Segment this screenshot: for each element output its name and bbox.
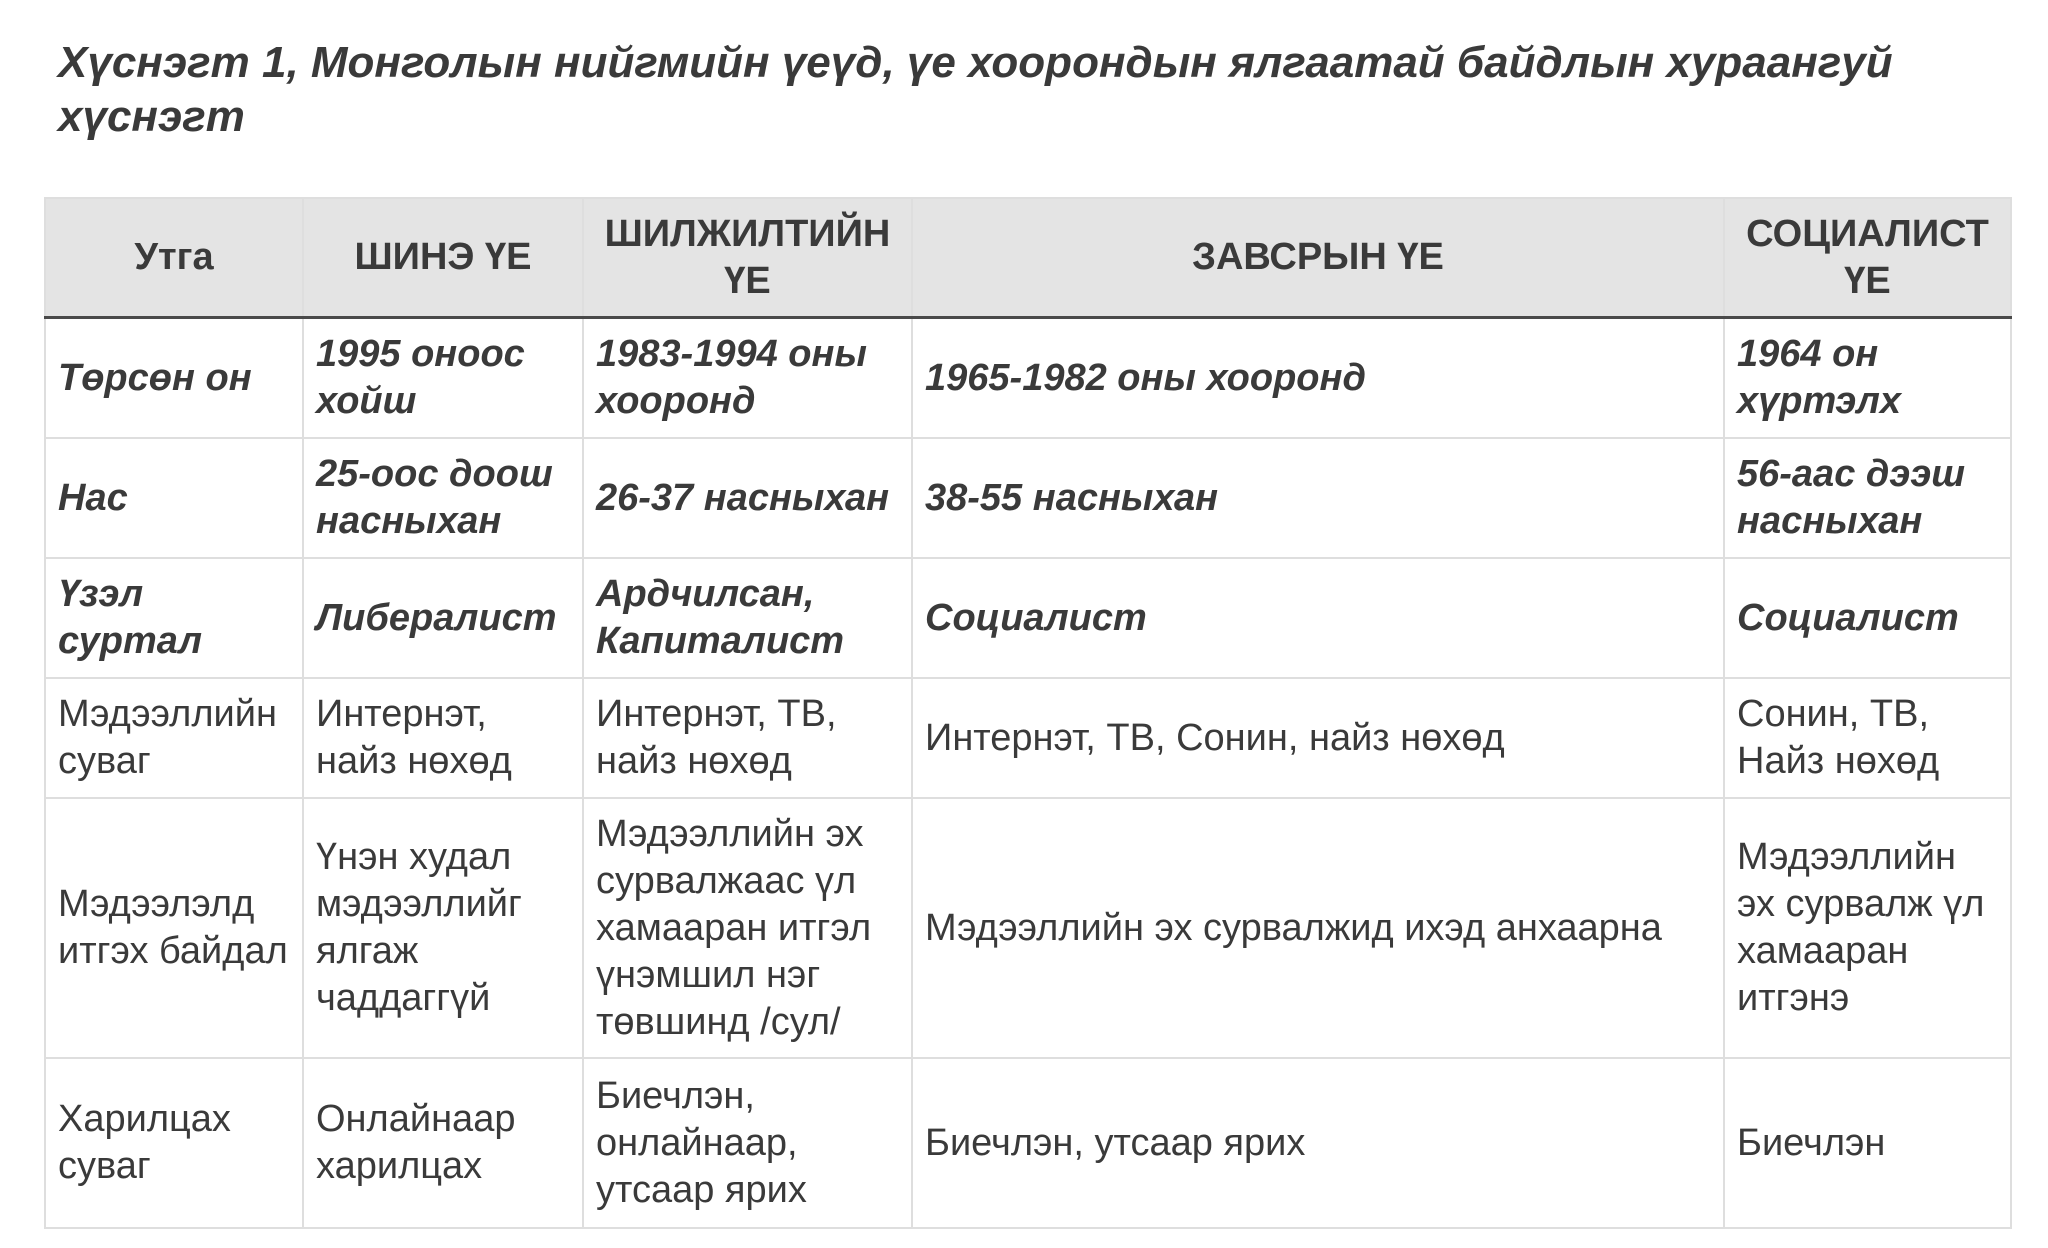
row-label: Мэдээллийн суваг: [45, 678, 303, 798]
row-label: Төрсөн он: [45, 318, 303, 439]
row-label: Үзэл суртал: [45, 558, 303, 678]
table-cell: 1965-1982 оны хооронд: [912, 318, 1724, 439]
table-cell: Социалист: [912, 558, 1724, 678]
table-cell: Онлайнаар харилцах: [303, 1058, 583, 1228]
table-cell: 1983-1994 оны хооронд: [583, 318, 912, 439]
table-row: [45, 678, 2011, 798]
header-cell-socialist-generation: СОЦИАЛИСТ ҮЕ: [1724, 198, 2011, 318]
table-cell: Ардчилсан, Капиталист: [583, 558, 912, 678]
table-cell: Мэдээллийн эх сурвалж үл хамааран итгэнэ: [1724, 798, 2011, 1058]
table-cell: Биечлэн: [1724, 1058, 2011, 1228]
header-cell-intermediate-generation: ЗАВСРЫН ҮЕ: [912, 198, 1724, 318]
table-cell: Үнэн худал мэдээллийг ялгаж чаддаггүй: [303, 798, 583, 1058]
table-row: [45, 558, 2011, 678]
header-cell-new-generation: ШИНЭ ҮЕ: [303, 198, 583, 318]
table-row: [45, 1058, 2011, 1228]
table-row: [45, 438, 2011, 558]
row-label: Мэдээлэлд итгэх байдал: [45, 798, 303, 1058]
header-cell-transition-generation: ШИЛЖИЛТИЙН ҮЕ: [583, 198, 912, 318]
table-cell: 1995 оноос хойш: [303, 318, 583, 439]
table-cell: Биечлэн, утсаар ярих: [912, 1058, 1724, 1228]
table-cell: 38-55 насныхан: [912, 438, 1724, 558]
table-cell: Мэдээллийн эх сурвалжид ихэд анхаарна: [912, 798, 1724, 1058]
generations-table: [44, 197, 2012, 1229]
table-cell: Интернэт, ТВ, Сонин, найз нөхөд: [912, 678, 1724, 798]
table-cell: Биечлэн, онлайнаар, утсаар ярих: [583, 1058, 912, 1228]
table-row: [45, 798, 2011, 1058]
table-cell: 56-аас дээш насныхан: [1724, 438, 2011, 558]
table-caption: Хүснэгт 1, Монголын нийгмийн үеүд, үе хоорондын ялгаатай байдлын хураангуй хүснэгт: [58, 38, 1893, 141]
table-cell: 26-37 насныхан: [583, 438, 912, 558]
table-row: [45, 318, 2011, 439]
table-cell: Интернэт, ТВ, найз нөхөд: [583, 678, 912, 798]
table-cell: Либералист: [303, 558, 583, 678]
header-row: [45, 198, 2011, 318]
row-label: Нас: [45, 438, 303, 558]
table-cell: 25-оос доош насныхан: [303, 438, 583, 558]
table-cell: 1964 он хүртэлх: [1724, 318, 2011, 439]
table-cell: Социалист: [1724, 558, 2011, 678]
row-label: Харилцах суваг: [45, 1058, 303, 1228]
header-cell-attribute: Утга: [45, 198, 303, 318]
table-cell: Сонин, ТВ, Найз нөхөд: [1724, 678, 2011, 798]
table-cell: Мэдээллийн эх сурвалжаас үл хамааран итгэл үнэмшил нэг төвшинд /сул/: [583, 798, 912, 1058]
table-cell: Интернэт, найз нөхөд: [303, 678, 583, 798]
